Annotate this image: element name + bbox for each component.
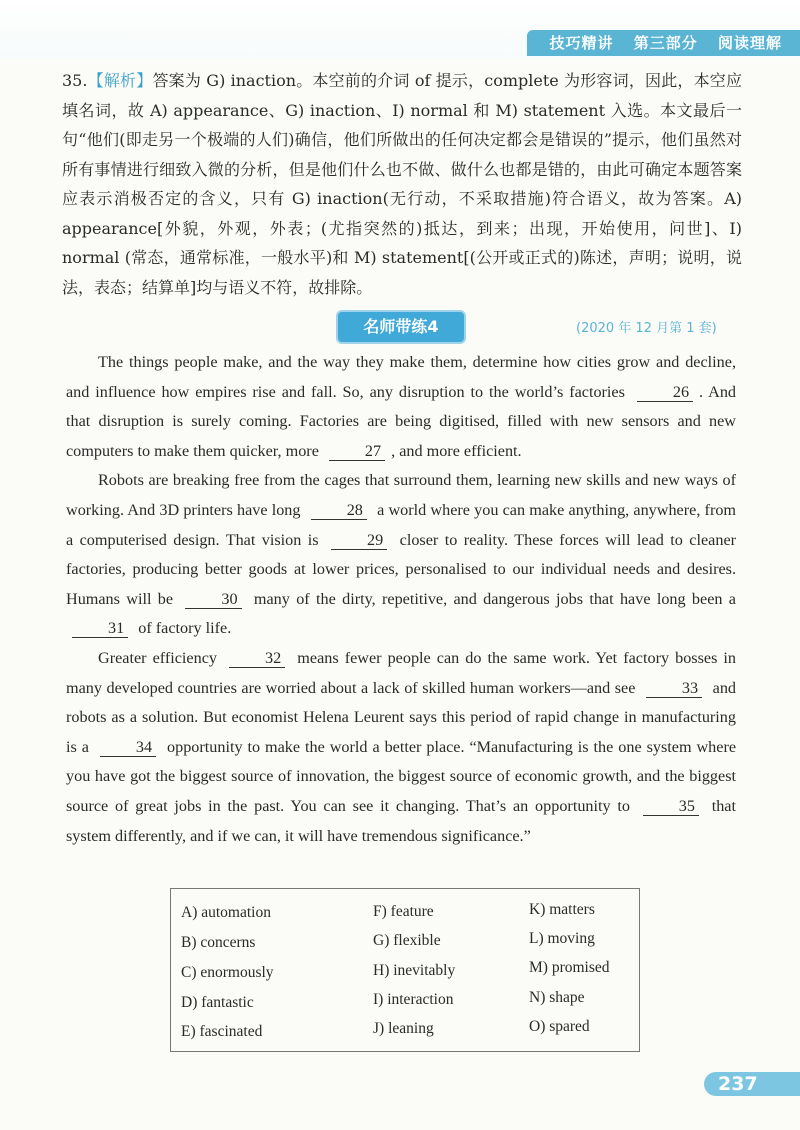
text: means fewer people can do the same work. Yet factory bosses in many developed countries are worried about a lack of skilled human workers—and see [66,648,737,697]
text: many of the dirty, repetitive, and dangerous jobs that have long been a [253,589,736,608]
text: of factory life. [138,619,232,638]
blank-34: 34 [100,738,156,757]
option-l: L) moving [529,930,595,947]
text: and robots as a solution. But economist Helena Leurent says this period of rapid change in manufacturing is a [66,678,737,756]
option-g: G) flexible [373,932,441,949]
option-j: J) leaning [373,1020,434,1037]
text: Robots are breaking free from the cages that surround them, learning new skills and new ways of working. And 3D printers have long [66,471,736,519]
paragraph-3 [66,644,736,851]
section-title-badge [338,312,464,342]
analysis-number: 35. [62,71,88,90]
section-title: 名师带练4 [338,312,464,342]
text: . And that disruption is surely coming. Factories are being digitised, filled with new sensors and new computers to make them quicker, more [66,382,737,460]
option-m: M) promised [529,959,610,976]
text: a world where you can make anything, anywhere, from a computerised design. That vision is [66,500,737,549]
option-e: E) fascinated [181,1023,263,1040]
page-number: 237 [718,1073,758,1095]
option-k: K) matters [529,901,595,918]
header-part-1: 技巧精讲 [549,34,614,52]
option-n: N) shape [529,989,585,1006]
reading-passage [66,348,736,851]
option-c: C) enormously [181,964,274,981]
analysis-tag: 【解析】 [87,71,153,90]
option-b: B) concerns [181,934,256,951]
option-f: F) feature [373,903,434,920]
blank-29: 29 [331,531,387,550]
paragraph-1 [66,348,736,466]
running-header [527,30,800,56]
blank-27: 27 [329,442,385,461]
text: closer to reality. These forces will lead to cleaner factories, producing better goods at lower prices, personalised to our individual needs and desires. Humans will be [66,530,737,608]
blank-33: 33 [646,679,702,698]
option-a: A) automation [181,904,271,921]
blank-35: 35 [643,797,699,816]
text: Greater efficiency [98,648,217,667]
answer-analysis [62,66,742,302]
blank-32: 32 [229,649,285,668]
text: The things people make, and the way they make them, determine how cities grow and decline, and influence how empires rise and fall. So, any disruption to the world’s factories [66,353,736,401]
option-i: I) interaction [373,991,454,1008]
analysis-text: 答案为 G) inaction。本空前的介词 of 提示，complete 为形容词，因此，本空应填名词，故 A) appearance、G) inaction、I) normal 和 M) statement 入选。本文最后一句“他们(即走另一个极端的人们)确信，他们所做出的任何决定都会是错误的”提示，他们虽然对所有事情进行细致入微的分析，但是他们什么也不做、做什么也都是错的，由此可确定本题答案应表示消极否定的含义，只有 G) inaction(无行动，不采取措施)符合语义，故为答案。A) appearance[外貌，外观，外表；(尤指突然的)抵达，到来；出现，开始使用，问世]、I) normal (常态，通常标准，一般水平)和 M) statement[(公开或正式的)陈述，声明；说明，说法，表态；结算单]均与语义不符，故排除。 [62,71,742,297]
blank-26: 26 [637,383,693,402]
blank-28: 28 [311,501,367,520]
paragraph-2 [66,466,736,644]
option-d: D) fantastic [181,994,254,1011]
word-bank [170,888,640,1052]
text: that system differently, and if we can, it will have tremendous significance.” [66,796,736,845]
text: , and more efficient. [391,441,522,460]
header-part-3: 阅读理解 [717,34,782,52]
page-number-tab [704,1072,800,1096]
option-o: O) spared [529,1018,590,1035]
exam-source: (2020 年 12 月第 1 套) [576,321,717,336]
blank-30: 30 [185,590,241,609]
text: opportunity to make the world a better place. “Manufacturing is the one system where you have got the biggest source of innovation, the biggest source of economic growth, and the biggest source of great jobs in the past. You can see it changing. That’s an opportunity to [66,737,737,815]
header-part-2: 第三部分 [633,34,698,52]
option-h: H) inevitably [373,962,456,979]
blank-31: 31 [72,619,128,638]
